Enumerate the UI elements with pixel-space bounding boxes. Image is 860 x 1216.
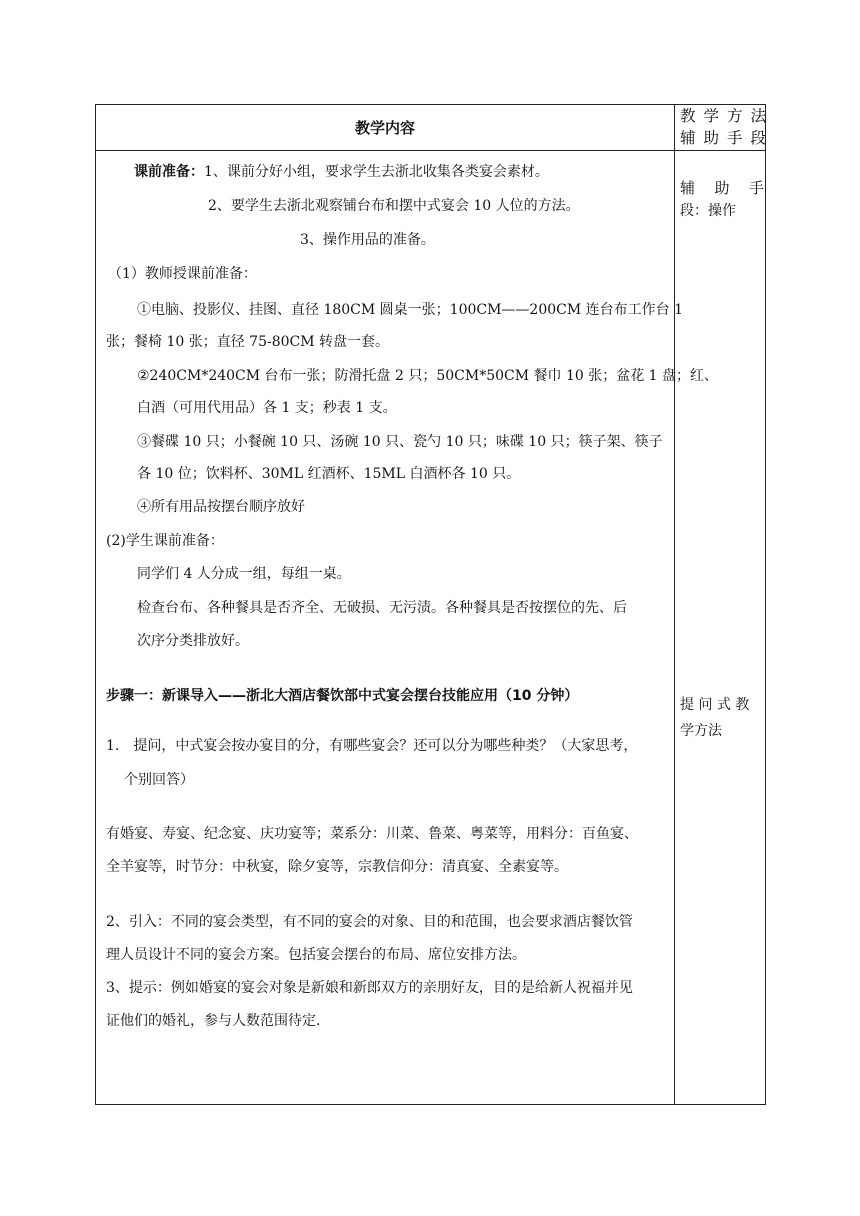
header-method-line1: 教学方法 [680, 107, 766, 125]
header-teaching-method [680, 105, 766, 149]
teacher-item-3b: 各 10 位；饮料杯、30ML 红酒杯、15ML 白酒杯各 10 只。 [137, 466, 521, 482]
step1-question-b: 个别回答） [124, 772, 194, 788]
side-method-line1: 提 问 式 教 [680, 697, 750, 713]
side-aid-note [680, 177, 764, 220]
prep-item-3: 3、操作用品的准备。 [300, 232, 435, 248]
step1-intro-b: 理人员设计不同的宴会方案。包括宴会摆台的布局、席位安排方法。 [106, 947, 526, 963]
prep-item-1: 1、课前分好小组，要求学生去浙北收集各类宴会素材。 [204, 164, 549, 180]
step1-title: 步骤一：新课导入——浙北大酒店餐饮部中式宴会摆台技能应用（10 分钟） [106, 688, 579, 704]
student-item-2a: 检查台布、各种餐具是否齐全、无破损、无污渍。各种餐具是否按摆位的先、后 [137, 600, 627, 616]
header-divider [96, 150, 765, 151]
step1-question-a: 1． 提问，中式宴会按办宴目的分，有哪些宴会？还可以分为哪些种类？（大家思考， [106, 738, 638, 754]
teacher-item-1b: 张；餐椅 10 张；直径 75-80CM 转盘一套。 [106, 334, 390, 350]
teacher-item-1a: ①电脑、投影仪、挂图、直径 180CM 圆桌一张；100CM——200CM 连台布工作台 1 [137, 302, 684, 318]
step1-hint-b: 证他们的婚礼，参与人数范围待定. [106, 1013, 321, 1029]
prep-item-2: 2、要学生去浙北观察铺台布和摆中式宴会 10 人位的方法。 [208, 198, 580, 214]
teacher-item-2a: ②240CM*240CM 台布一张；防滑托盘 2 只；50CM*50CM 餐巾 10 张；盆花 1 盘；红、 [137, 368, 719, 384]
header-teaching-content: 教学内容 [354, 119, 415, 137]
step1-hint-a: 3、提示：例如婚宴的宴会对象是新娘和新郎双方的亲朋好友，目的是给新人祝福并见 [106, 980, 633, 996]
side-aid-line1: 辅 助 手 [680, 179, 764, 197]
side-aid-line2: 段：操作 [680, 203, 736, 219]
teacher-item-3a: ③餐碟 10 只；小餐碗 10 只、汤碗 10 只、瓷勺 10 只；味碟 10 只；筷子架、筷子 [137, 434, 663, 450]
step1-answer-b: 全羊宴等，时节分：中秋宴，除夕宴等，宗教信仰分：清真宴、全素宴等。 [106, 859, 568, 875]
student-item-1: 同学们 4 人分成一组，每组一桌。 [137, 566, 351, 582]
student-item-2b: 次序分类排放好。 [137, 633, 249, 649]
side-method-line2: 学方法 [680, 723, 722, 739]
side-method-note [680, 694, 764, 740]
teacher-item-2b: 白酒（可用代用品）各 1 支；秒表 1 支。 [137, 400, 397, 416]
prep-label: 课前准备： [134, 164, 204, 180]
prep-line-1 [134, 161, 549, 181]
step1-answer-a: 有婚宴、寿宴、纪念宴、庆功宴等；菜系分：川菜、鲁菜、粤菜等，用料分：百鱼宴、 [106, 826, 638, 842]
lesson-table [95, 104, 766, 1105]
teacher-item-4: ④所有用品按摆台顺序放好 [137, 499, 305, 515]
header-method-line2: 辅助手段 [680, 129, 766, 147]
teacher-prep-title: （1）教师授课前准备： [108, 266, 257, 282]
column-divider [674, 105, 675, 1104]
step1-intro-a: 2、引入：不同的宴会类型，有不同的宴会的对象、目的和范围，也会要求酒店餐饮管 [106, 914, 633, 930]
student-prep-title: (2)学生课前准备： [106, 533, 224, 549]
